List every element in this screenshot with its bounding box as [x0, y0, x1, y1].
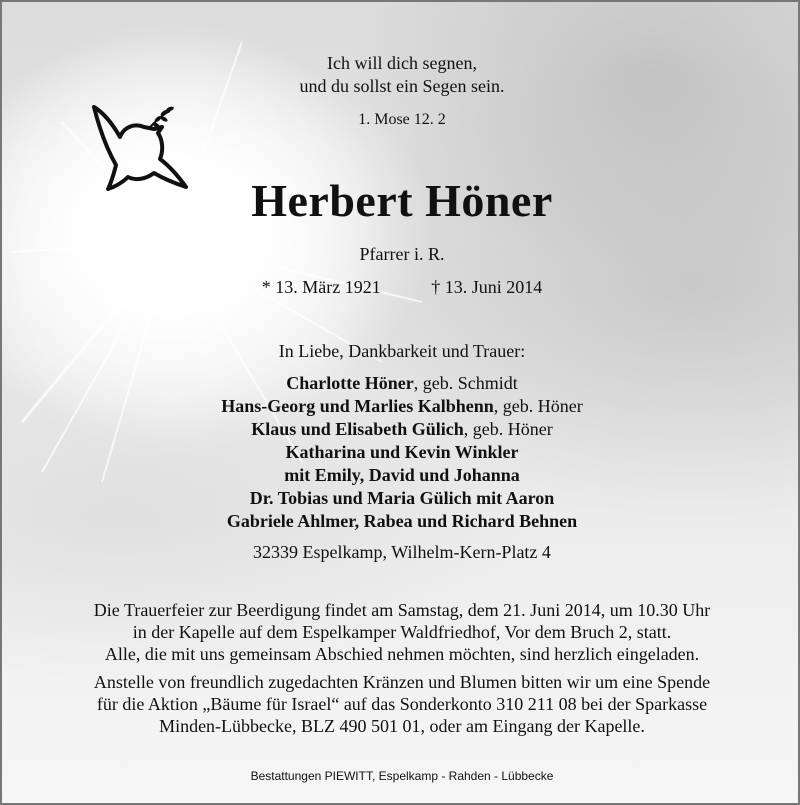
funeral-home-footer: Bestattungen PIEWITT, Espelkamp - Rahden - Lübbecke — [250, 769, 554, 783]
funeral-line: Die Trauerfeier zur Beerdigung findet am Samstag, dem 21. Juni 2014, um 10.30 Uhr — [93, 600, 711, 620]
deceased-name: Herbert Höner — [251, 175, 553, 226]
death-date: † 13. Juni 2014 — [431, 277, 543, 297]
mourner-name: Hans-Georg und Marlies Kalbhenn — [221, 396, 494, 416]
mourner-name: mit Emily, David und Johanna — [284, 465, 520, 485]
funeral-line: in der Kapelle auf dem Espelkamper Waldfriedhof, Vor dem Bruch 2, statt. — [132, 622, 672, 642]
funeral-information — [2, 599, 800, 737]
verse-line-2: und du sollst ein Segen sein. — [299, 76, 505, 96]
donation-line: für die Aktion „Bäume für Israel“ auf das Sonderkonto 310 211 08 bei der Sparkasse — [96, 694, 708, 714]
verse-line-1: Ich will dich segnen, — [327, 53, 477, 73]
mourner-name: Katharina und Kevin Winkler — [285, 442, 519, 462]
mourners-list — [2, 372, 800, 533]
mourner-line — [2, 395, 800, 418]
deceased-title: Pfarrer i. R. — [359, 244, 445, 264]
mourners-intro: In Liebe, Dankbarkeit und Trauer: — [278, 341, 526, 361]
mourner-line — [2, 418, 800, 441]
life-dates — [2, 277, 800, 298]
mourner-line — [2, 441, 800, 464]
mourner-name: Klaus und Elisabeth Gülich — [251, 419, 464, 439]
funeral-line: Alle, die mit uns gemeinsam Abschied nehmen möchten, sind herzlich eingeladen. — [104, 644, 700, 664]
mourner-name: Charlotte Höner — [286, 373, 414, 393]
mourner-name: Dr. Tobias und Maria Gülich mit Aaron — [249, 488, 555, 508]
family-address: 32339 Espelkamp, Wilhelm-Kern-Platz 4 — [253, 542, 551, 562]
mourner-suffix: , geb. Höner — [493, 396, 583, 416]
bible-verse — [2, 52, 800, 98]
donation-line: Minden-Lübbecke, BLZ 490 501 01, oder am Eingang der Kapelle. — [159, 716, 645, 736]
mourner-line — [2, 464, 800, 487]
mourner-line — [2, 487, 800, 510]
mourner-name: Gabriele Ahlmer, Rabea und Richard Behnen — [226, 511, 578, 531]
verse-reference: 1. Mose 12. 2 — [358, 111, 446, 128]
donation-line: Anstelle von freundlich zugedachten Kränzen und Blumen bitten wir um eine Spende — [93, 672, 711, 692]
mourner-line — [2, 510, 800, 533]
mourner-suffix: , geb. Schmidt — [413, 373, 518, 393]
birth-date: * 13. März 1921 — [261, 277, 381, 297]
mourner-suffix: , geb. Höner — [463, 419, 553, 439]
mourner-line — [2, 372, 800, 395]
